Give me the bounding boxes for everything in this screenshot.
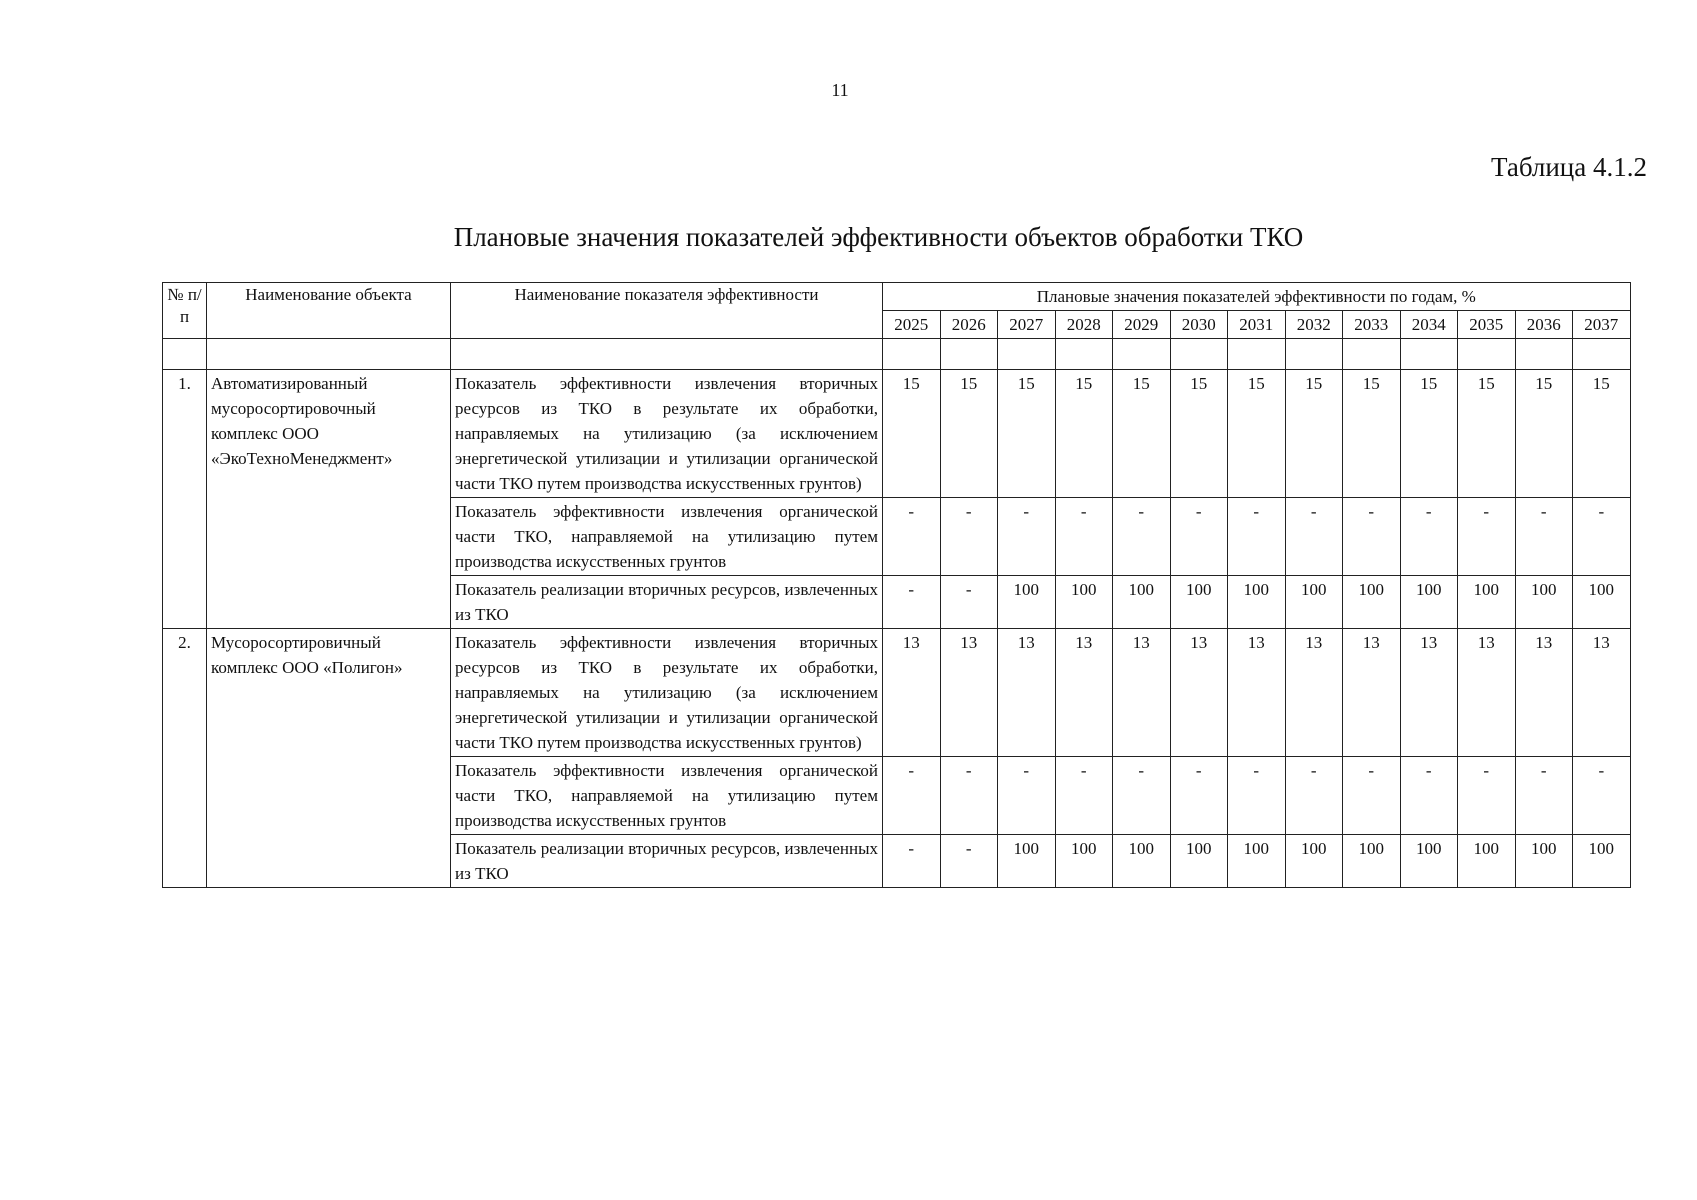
value-cell-2029: 100 xyxy=(1113,835,1171,888)
indicators-table xyxy=(162,282,1631,888)
value-cell-2033: - xyxy=(1343,757,1401,835)
value-cell-2028: 15 xyxy=(1055,370,1113,498)
year-header-2032: 2032 xyxy=(1285,311,1343,339)
row-number: 1. xyxy=(163,370,207,629)
indicator-name: Показатель реализации вторичных ресурсов, извлеченных из ТКО xyxy=(451,835,883,888)
value-cell-2036: 100 xyxy=(1515,576,1573,629)
header-spacer-row xyxy=(163,339,1631,370)
value-cell-2034: - xyxy=(1400,757,1458,835)
value-cell-2027: - xyxy=(998,757,1056,835)
value-cell-2033: 100 xyxy=(1343,576,1401,629)
year-header-2025: 2025 xyxy=(883,311,941,339)
value-cell-2030: 13 xyxy=(1170,629,1228,757)
value-cell-2033: 13 xyxy=(1343,629,1401,757)
value-cell-2033: 15 xyxy=(1343,370,1401,498)
value-cell-2025: 15 xyxy=(883,370,941,498)
value-cell-2025: - xyxy=(883,835,941,888)
header-number: № п/п xyxy=(163,283,207,339)
value-cell-2034: 100 xyxy=(1400,576,1458,629)
value-cell-2035: 100 xyxy=(1458,835,1516,888)
year-header-2030: 2030 xyxy=(1170,311,1228,339)
row-number: 2. xyxy=(163,629,207,888)
value-cell-2035: 13 xyxy=(1458,629,1516,757)
year-header-2026: 2026 xyxy=(940,311,998,339)
value-cell-2025: - xyxy=(883,576,941,629)
value-cell-2032: 13 xyxy=(1285,629,1343,757)
value-cell-2029: 100 xyxy=(1113,576,1171,629)
value-cell-2036: 15 xyxy=(1515,370,1573,498)
value-cell-2030: 100 xyxy=(1170,576,1228,629)
document-title: Плановые значения показателей эффективности объектов обработки ТКО xyxy=(453,222,1304,252)
value-cell-2034: - xyxy=(1400,498,1458,576)
value-cell-2026: - xyxy=(940,498,998,576)
value-cell-2026: - xyxy=(940,757,998,835)
value-cell-2030: - xyxy=(1170,498,1228,576)
value-cell-2035: - xyxy=(1458,757,1516,835)
value-cell-2027: 100 xyxy=(998,576,1056,629)
year-header-2027: 2027 xyxy=(998,311,1056,339)
value-cell-2032: 100 xyxy=(1285,835,1343,888)
value-cell-2029: 13 xyxy=(1113,629,1171,757)
object-name: Автоматизированный мусоросортировочный комплекс ООО «ЭкоТехноМенеджмент» xyxy=(207,370,451,629)
value-cell-2026: 15 xyxy=(940,370,998,498)
indicator-name: Показатель реализации вторичных ресурсов, извлеченных из ТКО xyxy=(451,576,883,629)
year-header-2036: 2036 xyxy=(1515,311,1573,339)
year-header-2033: 2033 xyxy=(1343,311,1401,339)
value-cell-2025: 13 xyxy=(883,629,941,757)
year-header-2029: 2029 xyxy=(1113,311,1171,339)
value-cell-2034: 15 xyxy=(1400,370,1458,498)
value-cell-2031: 100 xyxy=(1228,576,1286,629)
value-cell-2030: - xyxy=(1170,757,1228,835)
value-cell-2032: - xyxy=(1285,757,1343,835)
value-cell-2035: - xyxy=(1458,498,1516,576)
value-cell-2036: - xyxy=(1515,498,1573,576)
value-cell-2026: - xyxy=(940,835,998,888)
value-cell-2035: 100 xyxy=(1458,576,1516,629)
value-cell-2032: 15 xyxy=(1285,370,1343,498)
table-row xyxy=(163,370,1631,498)
value-cell-2032: - xyxy=(1285,498,1343,576)
indicator-name: Показатель эффективности извлечения вторичных ресурсов из ТКО в результате их обработки, направляемых на утилизацию (за исключением энергетической утилизации и утилизации органической части ТКО путем производства искусственных грунтов) xyxy=(451,370,883,498)
value-cell-2032: 100 xyxy=(1285,576,1343,629)
value-cell-2034: 13 xyxy=(1400,629,1458,757)
value-cell-2029: 15 xyxy=(1113,370,1171,498)
year-header-2028: 2028 xyxy=(1055,311,1113,339)
value-cell-2025: - xyxy=(883,757,941,835)
table-row xyxy=(163,629,1631,757)
value-cell-2027: 15 xyxy=(998,370,1056,498)
value-cell-2031: 100 xyxy=(1228,835,1286,888)
value-cell-2028: - xyxy=(1055,498,1113,576)
value-cell-2029: - xyxy=(1113,757,1171,835)
year-header-2037: 2037 xyxy=(1573,311,1631,339)
value-cell-2036: - xyxy=(1515,757,1573,835)
value-cell-2037: - xyxy=(1573,498,1631,576)
value-cell-2026: 13 xyxy=(940,629,998,757)
value-cell-2028: 100 xyxy=(1055,576,1113,629)
value-cell-2036: 100 xyxy=(1515,835,1573,888)
indicator-name: Показатель эффективности извлечения органической части ТКО, направляемой на утилизацию путем производства искусственных грунтов xyxy=(451,498,883,576)
value-cell-2037: - xyxy=(1573,757,1631,835)
header-indicator: Наименование показателя эффективности xyxy=(451,283,883,339)
value-cell-2029: - xyxy=(1113,498,1171,576)
value-cell-2031: 13 xyxy=(1228,629,1286,757)
value-cell-2026: - xyxy=(940,576,998,629)
value-cell-2031: 15 xyxy=(1228,370,1286,498)
value-cell-2025: - xyxy=(883,498,941,576)
value-cell-2030: 15 xyxy=(1170,370,1228,498)
year-header-2031: 2031 xyxy=(1228,311,1286,339)
header-object: Наименование объекта xyxy=(207,283,451,339)
value-cell-2028: 100 xyxy=(1055,835,1113,888)
page-number: 11 xyxy=(831,80,849,100)
value-cell-2034: 100 xyxy=(1400,835,1458,888)
value-cell-2027: 13 xyxy=(998,629,1056,757)
value-cell-2033: - xyxy=(1343,498,1401,576)
value-cell-2031: - xyxy=(1228,498,1286,576)
indicator-name: Показатель эффективности извлечения вторичных ресурсов из ТКО в результате их обработки, направляемых на утилизацию (за исключением энергетической утилизации и утилизации органической части ТКО путем производства искусственных грунтов) xyxy=(451,629,883,757)
value-cell-2037: 15 xyxy=(1573,370,1631,498)
year-header-2034: 2034 xyxy=(1400,311,1458,339)
table-label: Таблица 4.1.2 xyxy=(1491,152,1647,182)
value-cell-2036: 13 xyxy=(1515,629,1573,757)
year-header-2035: 2035 xyxy=(1458,311,1516,339)
value-cell-2028: 13 xyxy=(1055,629,1113,757)
indicator-name: Показатель эффективности извлечения органической части ТКО, направляемой на утилизацию путем производства искусственных грунтов xyxy=(451,757,883,835)
value-cell-2030: 100 xyxy=(1170,835,1228,888)
header-values-group: Плановые значения показателей эффективности по годам, % xyxy=(883,283,1631,311)
value-cell-2037: 13 xyxy=(1573,629,1631,757)
object-name: Мусоросортировичный комплекс ООО «Полигон» xyxy=(207,629,451,888)
value-cell-2031: - xyxy=(1228,757,1286,835)
value-cell-2028: - xyxy=(1055,757,1113,835)
value-cell-2033: 100 xyxy=(1343,835,1401,888)
value-cell-2027: 100 xyxy=(998,835,1056,888)
table-body xyxy=(163,370,1631,888)
value-cell-2027: - xyxy=(998,498,1056,576)
value-cell-2037: 100 xyxy=(1573,576,1631,629)
value-cell-2037: 100 xyxy=(1573,835,1631,888)
value-cell-2035: 15 xyxy=(1458,370,1516,498)
